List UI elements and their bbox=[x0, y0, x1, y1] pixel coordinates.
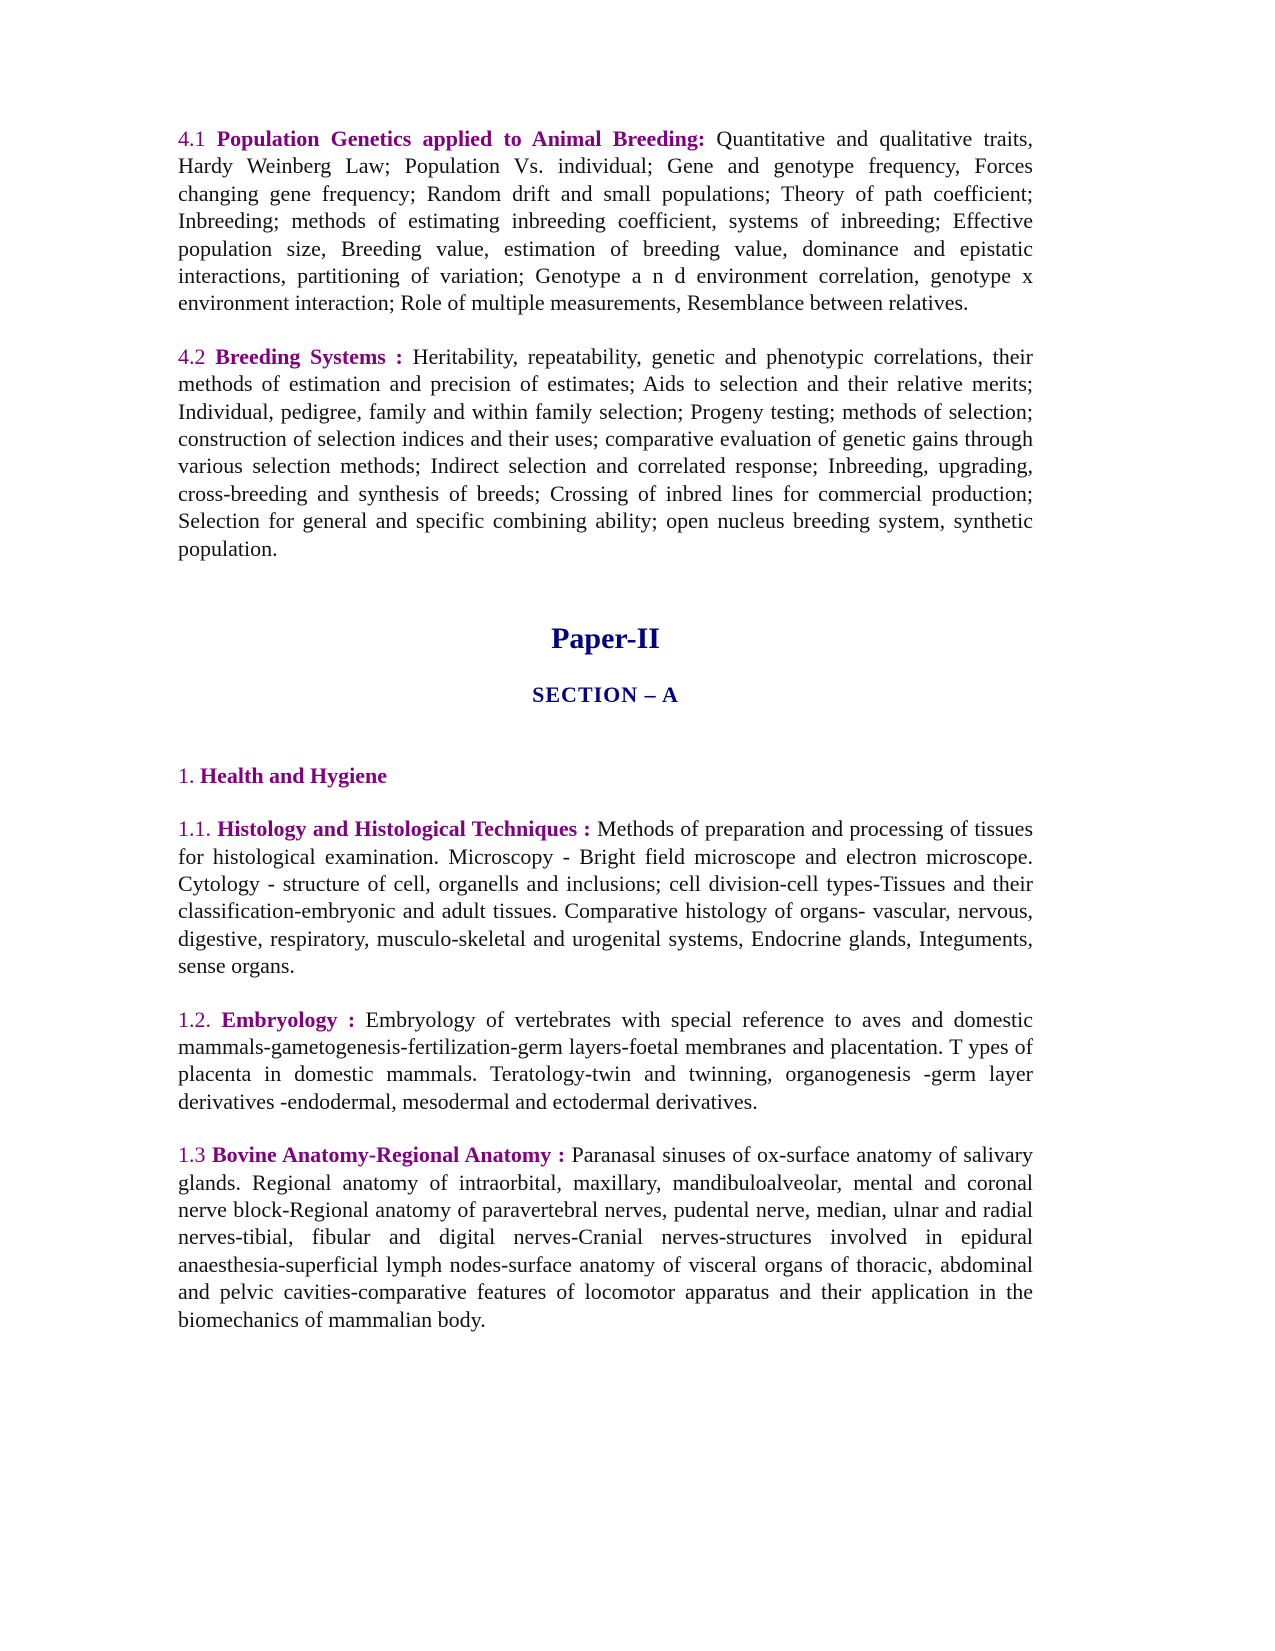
topic-title: Health and Hygiene bbox=[200, 763, 388, 789]
section-number: 1.3 bbox=[178, 1142, 212, 1168]
section-number: 4.1 bbox=[178, 126, 217, 151]
section-4-2 bbox=[178, 343, 1033, 562]
section-body: Heritability, repeatability, genetic and phenotypic correlations, their methods of estimation and precision of estimates; Aids to selection and their relative merits; Individual, pedigree, family and within family selection; Progeny testing; methods of selection; construction of selection indices and their uses; comparative evaluation of genetic gains through various selection methods; Indirect selection and correlated response; Inbreeding, upgrading, cross-breeding and synthesis of breeds; Crossing of inbred lines for commercial production; Selection for general and specific combining ability; open nucleus breeding system, synthetic population. bbox=[178, 343, 1033, 561]
section-number: 1.1. bbox=[178, 816, 218, 842]
section-title: SECTION – A bbox=[532, 682, 679, 708]
section-heading: Histology and Histological Techniques : bbox=[217, 816, 591, 842]
section-4-1 bbox=[178, 125, 1033, 317]
topic-number: 1. bbox=[178, 763, 200, 789]
section-1-1 bbox=[178, 815, 1033, 979]
section-1-2 bbox=[178, 1006, 1033, 1116]
section-heading: Embryology : bbox=[221, 1006, 356, 1032]
section-body: Methods of preparation and processing of tissues for histological examination. Microscopy - Bright field microscope and electron microscope. Cytology - structure of cell, organells and inclusions; cell division-cell types-Tissues and their classification-embryonic and adult tissues. Comparative histology of organs- vascular, nervous, digestive, respiratory, musculo-skeletal and urogenital systems, Endocrine glands, Integuments, sense organs. bbox=[178, 816, 1034, 979]
section-body: Quantitative and qualitative traits, Hardy Weinberg Law; Population Vs. individual; Gene and genotype frequency, Forces changing gene frequency; Random drift and small populations; Theory of path coefficient; Inbreeding; methods of estimating inbreeding coefficient, systems of inbreeding; Effective population size, Breeding value, estimation of breeding value, dominance and epistatic interactions, partitioning of variation; Genotype a n d environment correlation, genotype x environment interaction; Role of multiple measurements, Resemblance between relatives. bbox=[178, 126, 1033, 316]
section-number: 1.2. bbox=[178, 1006, 222, 1032]
section-number: 4.2 bbox=[178, 343, 216, 369]
paper-title: Paper-II bbox=[551, 622, 660, 656]
section-body: Embryology of vertebrates with special reference to aves and domestic mammals-gametogenesis-fertilization-germ layers-foetal membranes and placentation. T ypes of placenta in domestic mammals. Teratology-twin and twinning, organogenesis -germ layer derivatives -endodermal, mesodermal and ectodermal derivatives. bbox=[178, 1006, 1034, 1114]
section-heading: Bovine Anatomy-Regional Anatomy : bbox=[211, 1142, 566, 1168]
topic-heading bbox=[178, 763, 1033, 789]
section-heading: Breeding Systems : bbox=[215, 343, 403, 369]
section-1-3 bbox=[178, 1141, 1033, 1333]
section-body: Paranasal sinuses of ox-surface anatomy of salivary glands. Regional anatomy of intraorbital, maxillary, mandibuloalveolar, mental and coronal nerve block-Regional anatomy of paravertebral nerves, pudental nerve, median, ulnar and radial nerves-tibial, fibular and digital nerves-Cranial nerves-structures involved in epidural anaesthesia-superficial lymph nodes-surface anatomy of visceral organs of thoracic, abdominal and pelvic cavities-comparative features of locomotor apparatus and their application in the biomechanics of mammalian body. bbox=[178, 1142, 1033, 1332]
section-heading: Population Genetics applied to Animal Breeding: bbox=[216, 126, 706, 151]
document-page bbox=[178, 125, 1033, 1359]
